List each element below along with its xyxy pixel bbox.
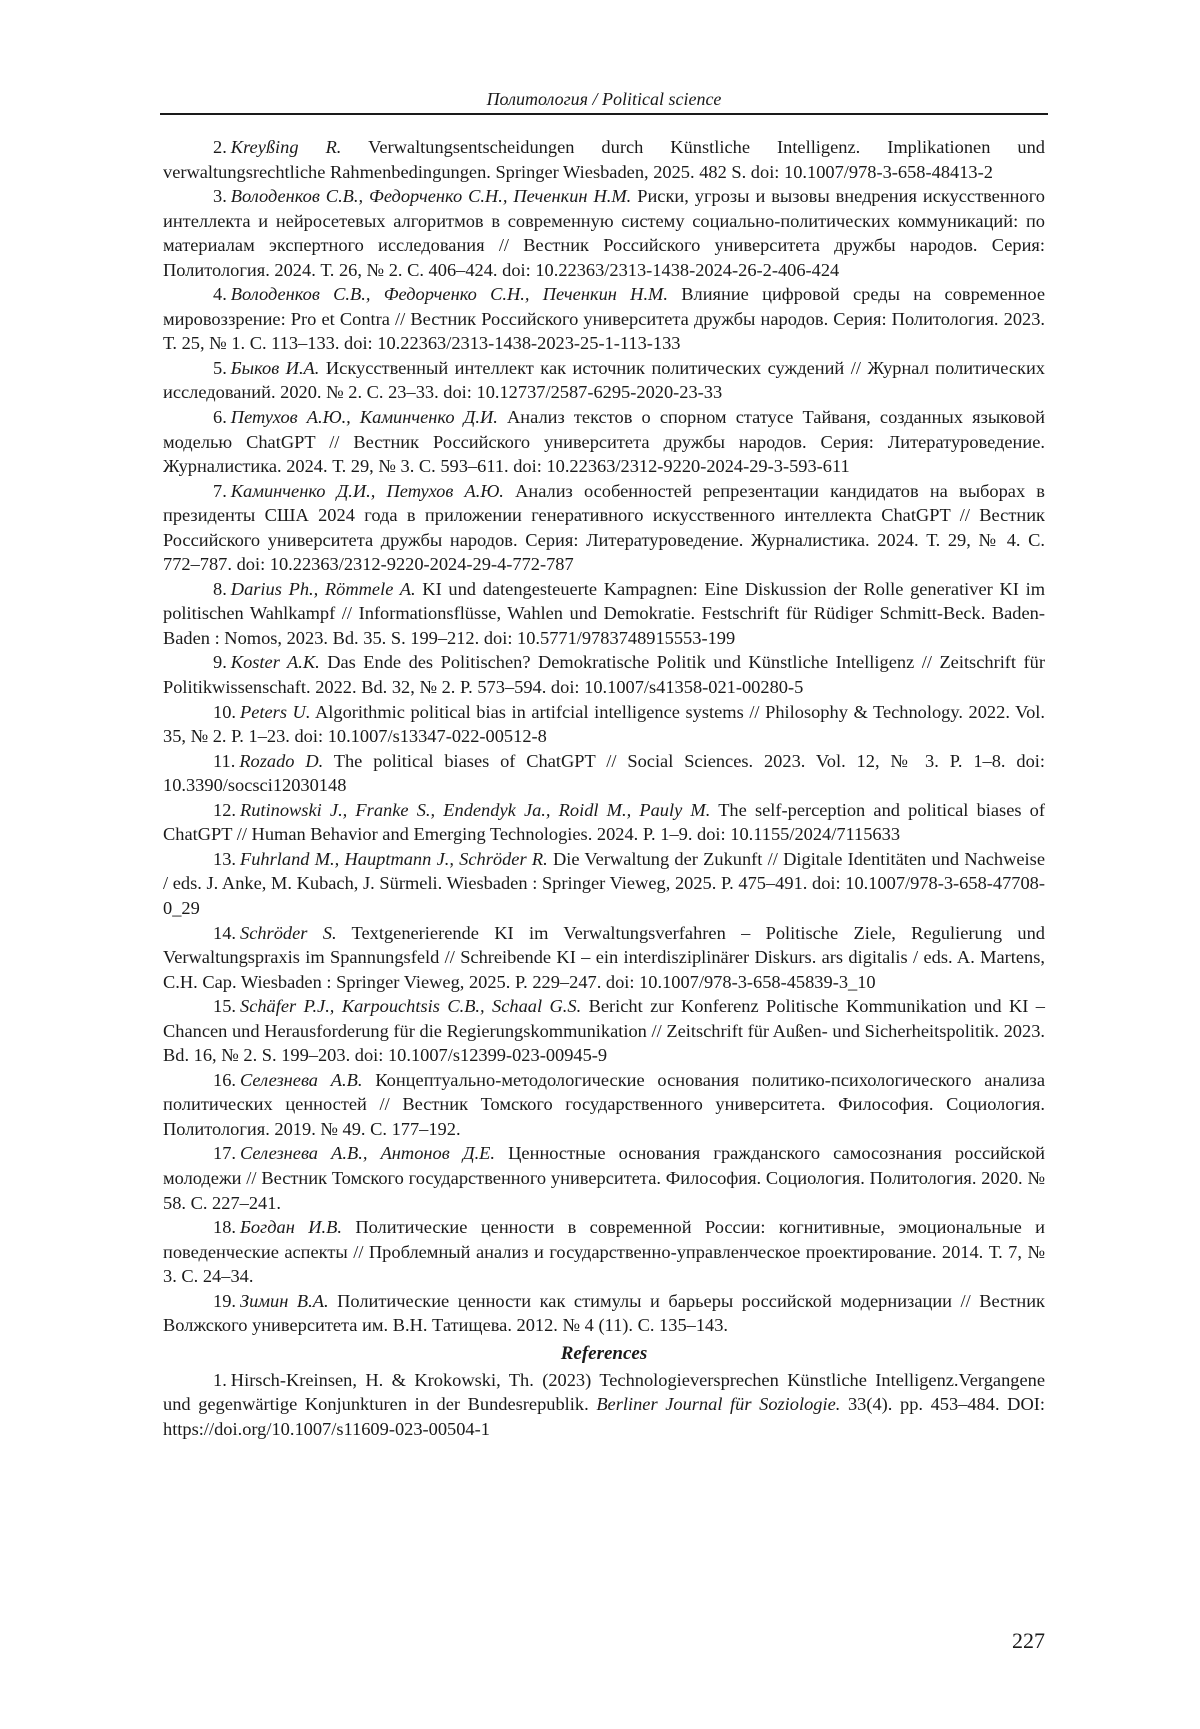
section-title-references: References: [560, 1342, 648, 1364]
reference-text: Политические ценности как стимулы и барьеры российской модернизации // Вестник Волжского университета им. В.Н. Татищева. 2012. № 4 (11). С. 135–143.: [163, 1290, 1045, 1336]
reference-number: 6.: [213, 407, 227, 428]
running-header: Политология / Political science: [486, 89, 722, 109]
reference-number: 2.: [213, 137, 227, 157]
reference-authors: Rozado D.: [239, 750, 324, 771]
reference-text: The self-perception and political biases of ChatGPT // Human Behavior and Emerging Technologies. 2024. P. 1–9. doi: 10.1155/2024/7115633: [163, 799, 1045, 845]
reference-number: 13.: [213, 848, 236, 869]
reference-item: [163, 700, 1045, 749]
reference-item: [163, 650, 1045, 699]
reference-item: [163, 1215, 1045, 1289]
reference-text: Политические ценности в современной России: когнитивные, эмоциональные и поведенческие аспекты // Проблемный анализ и государственно-управленческое проектирование. 2014. Т. 7, № 3. С. 24–34.: [163, 1217, 1045, 1287]
reference-text: Bericht zur Konferenz Politische Kommunikation und KI – Chancen und Herausforderung für die Regierungskommunikation // Zeitschrift für Außen- und Sicherheitspolitik. 2023. Bd. 16, № 2. S. 199–203. doi: 10.1007/s12399-023-00945-9: [163, 996, 1045, 1066]
reference-item: [163, 798, 1045, 847]
reference-number: 11.: [213, 750, 236, 771]
reference-text: Анализ текстов о спорном статусе Тайваня, созданных языковой моделью ChatGPT // Вестник Российского университета дружбы народов. Серия: Литературоведение. Журналистика. 2024. Т. 29, № 3. С. 593–611. doi: 10.22363/2312-9220-2024-29-3-593-611: [163, 407, 1045, 477]
reference-number: 12.: [213, 799, 236, 820]
reference-authors: Koster A.K.: [230, 652, 320, 673]
reference-authors: Селезнева А.В.: [240, 1069, 363, 1090]
reference-text: Риски, угрозы и вызовы внедрения искусственного интеллекта и нейросетевых алгоритмов в современную систему социально-политических коммуникаций: по материалам экспертного исследования // Вестник Российского университета дружбы народов. Серия: Политология. 2024. Т. 26, № 2. С. 406–424. doi: 10.22363/2313-1438-2024-26-2-406-424: [163, 186, 1046, 280]
reference-authors: Schäfer P.J., Karpouchtsis C.B., Schaal G.S.: [240, 996, 582, 1017]
reference-text: Verwaltungsentscheidungen durch Künstliche Intelligenz. Implikationen und verwaltungsrechtliche Rahmenbedingungen. Springer Wiesbaden, 2025. 482 S. doi: 10.1007/978-3-658-48413-2: [163, 137, 1046, 182]
reference-authors: Быков И.А.: [230, 357, 320, 378]
reference-item: [163, 847, 1045, 921]
reference-authors: Володенков С.В., Федорченко С.Н., Печенкин Н.М.: [230, 284, 668, 305]
reference-number: 3.: [213, 186, 227, 207]
reference-authors: Каминченко Д.И., Петухов А.Ю.: [230, 480, 504, 501]
reference-authors: Зимин В.А.: [240, 1290, 329, 1311]
reference-text: 33(4). pp. 453–484. DOI: https://doi.org/10.1007/s11609-023-00504-1: [163, 1394, 1045, 1439]
reference-number: 7.: [213, 480, 227, 501]
reference-authors: Селезнева А.В., Антонов Д.Е.: [240, 1143, 495, 1164]
reference-number: 16.: [213, 1069, 236, 1090]
reference-item: [163, 994, 1045, 1068]
reference-item: [163, 749, 1045, 798]
reference-item: [163, 1368, 1045, 1442]
reference-item: [163, 921, 1045, 995]
reference-text: The political biases of ChatGPT // Social Sciences. 2023. Vol. 12, № 3. P. 1–8. doi: 10.3390/socsci12030148: [163, 750, 1045, 796]
reference-text: KI und datengesteuerte Kampagnen: Eine Diskussion der Rolle generativer KI im politischen Wahlkampf // Informationsflüsse, Wahlen und Demokratie. Festschrift für Rüdiger Schmitt-Beck. Baden-Baden : Nomos, 2023. Bd. 35. S. 199–212. doi: 10.5771/9783748915553-199: [163, 578, 1046, 648]
reference-number: 18.: [213, 1217, 236, 1238]
reference-list: [163, 135, 1045, 1441]
reference-item: [163, 135, 1045, 184]
reference-authors: Петухов А.Ю., Каминченко Д.И.: [230, 407, 498, 428]
reference-number: 4.: [213, 284, 227, 305]
reference-authors: Kreyßing R.: [230, 137, 342, 157]
reference-authors: Богдан И.В.: [240, 1217, 342, 1238]
reference-journal: Berliner Journal für Soziologie.: [596, 1394, 841, 1415]
reference-text: Algorithmic political bias in artifcial intelligence systems // Philosophy & Technology. 2022. Vol. 35, № 2. P. 1–23. doi: 10.1007/s13347-022-00512-8: [163, 701, 1045, 747]
reference-text: Искусственный интеллект как источник политических суждений // Журнал политических исследований. 2020. № 2. С. 23–33. doi: 10.12737/2587-6295-2020-23-33: [163, 357, 1045, 403]
reference-item: [163, 282, 1045, 356]
header-divider: [160, 113, 1048, 115]
reference-item: [163, 184, 1045, 282]
reference-item: [163, 1141, 1045, 1215]
reference-text: Влияние цифровой среды на современное мировоззрение: Pro et Contra // Вестник Российского университета дружбы народов. Серия: Политология. 2023. Т. 25, № 1. С. 113–133. doi: 10.22363/2313-1438-2023-25-1-113-133: [163, 284, 1045, 354]
reference-text: Textgenerierende KI im Verwaltungsverfahren – Politische Ziele, Regulierung und Verwaltungspraxis im Spannungsfeld // Schreibende KI – ein interdisziplinärer Diskurs. ars digitalis / eds. A. Martens, C.H. Cap. Wiesbaden : Springer Vieweg, 2025. P. 229–247. doi: 10.1007/978-3-658-45839-3_10: [163, 922, 1045, 992]
reference-text: Das Ende des Politischen? Demokratische Politik und Künstliche Intelligenz // Zeitschrift für Politikwissenschaft. 2022. Bd. 32, № 2. P. 573–594. doi: 10.1007/s41358-021-00280-5: [163, 652, 1045, 698]
reference-number: 1.: [213, 1369, 227, 1390]
reference-number: 15.: [213, 996, 236, 1017]
reference-item: [163, 479, 1045, 577]
reference-number: 9.: [213, 652, 227, 673]
reference-text: Die Verwaltung der Zukunft // Digitale Identitäten und Nachweise / eds. J. Anke, M. Kubach, J. Sürmeli. Wiesbaden : Springer Vieweg, 2025. P. 475–491. doi: 10.1007/978-3-658-47708-0_29: [163, 848, 1045, 918]
reference-number: 10.: [213, 701, 236, 722]
reference-text: Ценностные основания гражданского самосознания российской молодежи // Вестник Томского государственного университета. Философия. Социология. Политология. 2020. № 58. С. 227–241.: [163, 1143, 1045, 1213]
reference-authors: Peters U.: [240, 701, 311, 722]
reference-number: 5.: [213, 357, 227, 378]
reference-text: Концептуально-методологические основания политико-психологического анализа политических ценностей // Вестник Томского государственного университета. Философия. Социология. Политология. 2019. № 49. С. 177–192.: [163, 1069, 1045, 1139]
page-number: 227: [1012, 1628, 1045, 1653]
reference-text: Hirsch-Kreinsen, H. & Krokowski, Th. (2023) Technologieversprechen Künstliche Intelligenz.Vergangene und gegenwärtige Konjunkturen in der Bundesrepublik.: [163, 1369, 1045, 1415]
reference-authors: Darius Ph., Römmele A.: [230, 578, 416, 599]
reference-number: 17.: [213, 1143, 236, 1164]
reference-authors: Rutinowski J., Franke S., Endendyk Ja., Roidl M., Pauly M.: [240, 799, 711, 820]
reference-authors: Schröder S.: [240, 922, 337, 943]
reference-number: 19.: [213, 1290, 236, 1311]
reference-item: [163, 1068, 1045, 1142]
reference-item: [163, 577, 1045, 651]
reference-item: [163, 356, 1045, 405]
reference-authors: Fuhrland M., Hauptmann J., Schröder R.: [240, 848, 548, 869]
reference-number: 14.: [213, 922, 236, 943]
reference-text: Анализ особенностей репрезентации кандидатов на выборах в президенты США 2024 года в приложении генеративного искусственного интеллекта ChatGPT // Вестник Российского университета дружбы народов. Серия: Литературоведение. Журналистика. 2024. Т. 29, № 4. С. 772–787. doi: 10.22363/2312-9220-2024-29-4-772-787: [163, 480, 1045, 575]
reference-item: [163, 1289, 1045, 1338]
reference-item: [163, 405, 1045, 479]
reference-authors: Володенков С.В., Федорченко С.Н., Печенкин Н.М.: [230, 186, 632, 207]
reference-number: 8.: [213, 578, 227, 599]
